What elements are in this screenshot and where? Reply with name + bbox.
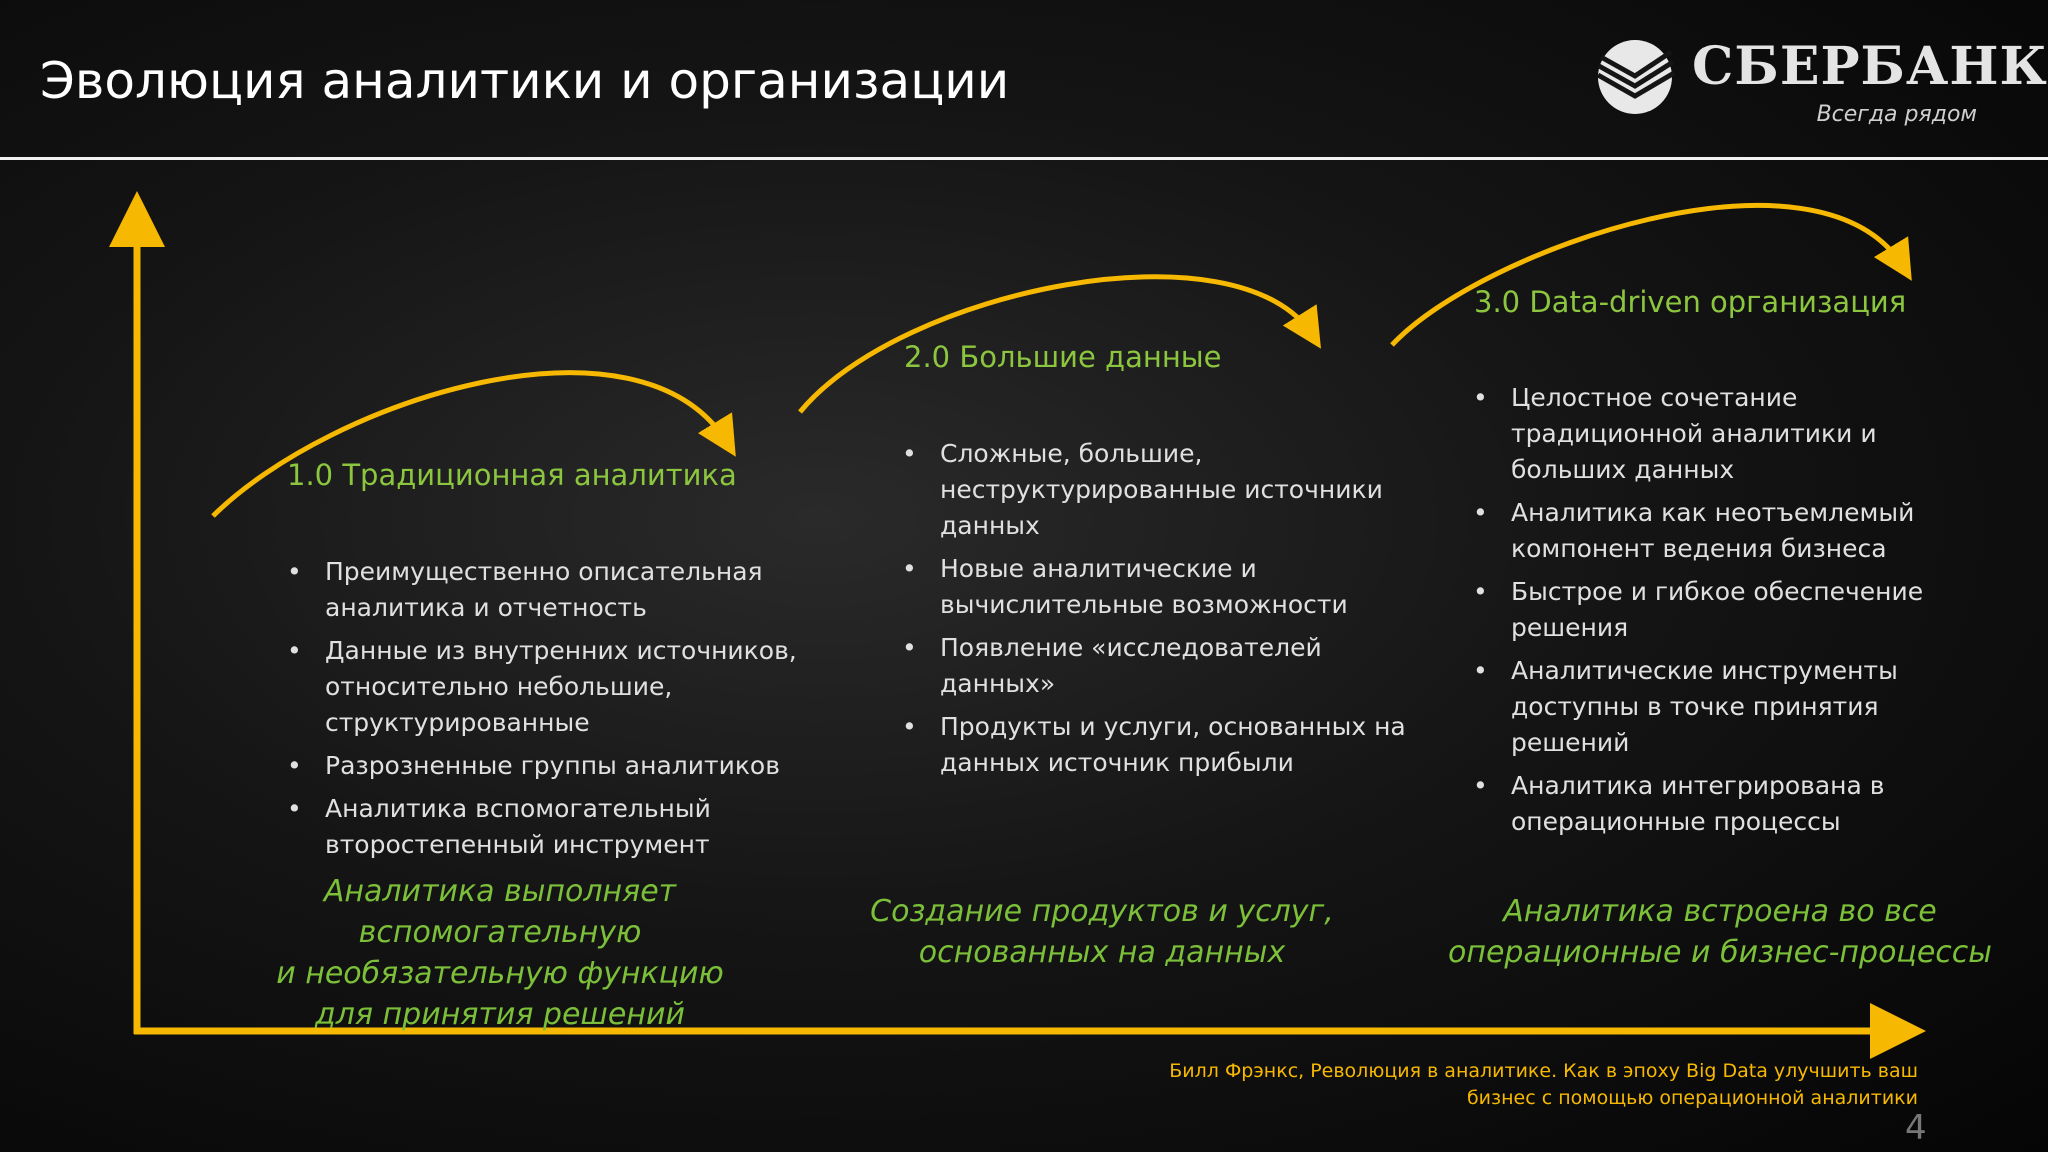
list-item: • Аналитика интегрирована в операционные процессы (1473, 768, 1993, 840)
page-number: 4 (1905, 1108, 1927, 1148)
page-title: Эволюция аналитики и организации (40, 52, 1010, 110)
summary-line: Аналитика выполняет вспомогательную (323, 874, 677, 950)
list-item: • Сложные, большие, неструктурированные источники данных (902, 436, 1442, 544)
stage-3-arc-arrow (1392, 205, 1907, 345)
list-item: • Появление «исследователей данных» (902, 630, 1442, 702)
summary-line: для принятия решений (315, 997, 685, 1032)
stage-1-summary (180, 871, 820, 1035)
stage-3-summary (1430, 891, 2010, 973)
stage-1-title: 1.0 Традиционная аналитика (287, 458, 737, 492)
logo-name: СБЕРБАНК (1692, 36, 2048, 97)
source-citation (1169, 1058, 1918, 1112)
stage-3-bullets (1473, 380, 1993, 847)
list-item: • Быстрое и гибкое обеспечение решения (1473, 574, 1993, 646)
logo-tagline: Всегда рядом (1816, 102, 1977, 127)
stage-2-summary (842, 891, 1362, 973)
list-item: • Аналитика вспомогательный второстепенный инструмент (287, 791, 827, 863)
stage-2-title: 2.0 Большие данные (904, 340, 1222, 374)
stage-2-bullets (902, 436, 1442, 788)
source-line: Билл Фрэнкс, Революция в аналитике. Как в эпоху Big Data улучшить ваш (1169, 1060, 1918, 1082)
list-item: • Данные из внутренних источников, относительно небольшие, структурированные (287, 633, 827, 741)
summary-line: операционные и бизнес-процессы (1448, 935, 1992, 970)
stage-1-bullets (287, 554, 827, 870)
list-item: • Аналитические инструменты доступны в точке принятия решений (1473, 653, 1993, 761)
summary-line: основанных на данных (918, 935, 1286, 970)
summary-line: Создание продуктов и услуг, (870, 894, 1334, 929)
source-line: бизнес с помощью операционной аналитики (1466, 1087, 1918, 1109)
stage-1-arc-arrow (213, 373, 728, 516)
summary-line: Аналитика встроена во все (1503, 894, 1937, 929)
list-item: • Новые аналитические и вычислительные возможности (902, 551, 1442, 623)
summary-line: и необязательную функцию (276, 956, 724, 991)
list-item: • Преимущественно описательная аналитика и отчетность (287, 554, 827, 626)
stage-3-title: 3.0 Data-driven организация (1474, 285, 1907, 319)
list-item: • Аналитика как неотъемлемый компонент ведения бизнеса (1473, 495, 1993, 567)
list-item: • Целостное сочетание традиционной аналитики и больших данных (1473, 380, 1993, 488)
list-item: • Разрозненные группы аналитиков (287, 748, 827, 784)
list-item: • Продукты и услуги, основанных на данных источник прибыли (902, 709, 1442, 781)
